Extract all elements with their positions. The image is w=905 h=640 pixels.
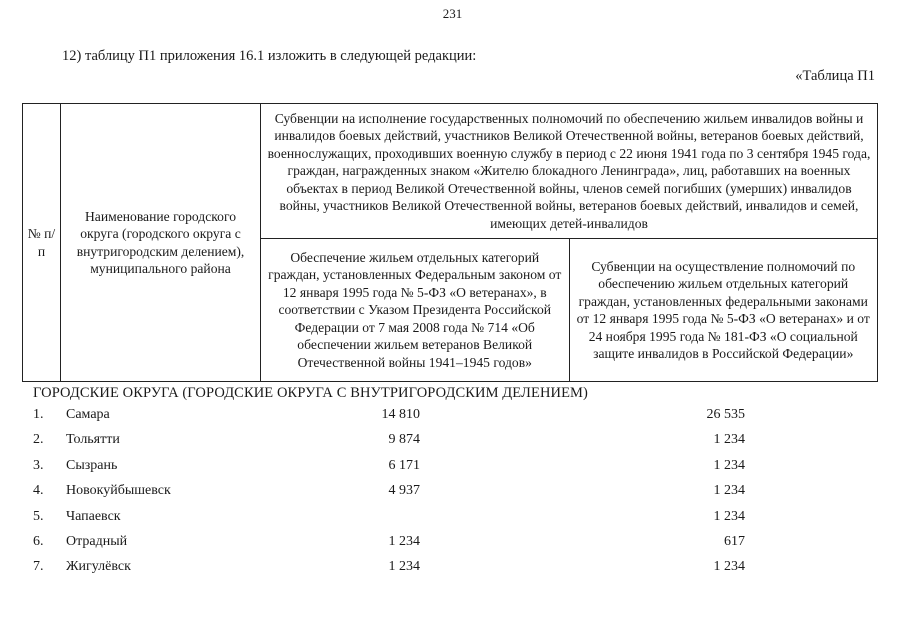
row-number: 3. — [33, 457, 44, 473]
row-value-1: 9 874 — [388, 432, 420, 448]
table-row — [0, 506, 905, 531]
table-row — [0, 531, 905, 556]
row-number: 6. — [33, 533, 44, 549]
row-value-2: 1 234 — [713, 508, 745, 524]
table-row — [0, 455, 905, 480]
row-value-1: 14 810 — [381, 407, 420, 422]
row-name: Новокуйбышевск — [66, 483, 171, 499]
row-number: 7. — [33, 559, 44, 575]
header-col-sub1: Обеспечение жильем отдельных категорий граждан, установленных Федеральным законом от 12 января 1995 года № 5-ФЗ «О ветеранах», в соответствии с Указом Президента Российской Федерации от 7 мая 2008 года № 714 «Об обеспечении жильем ветеранов Великой Отечественной войны 1941–1945 годов» — [261, 239, 570, 382]
header-col-sub2: Субвенции на осуществление полномочий по обеспечению жильем отдельных категорий граждан, установленных федеральными законами от 12 января 1995 года № 5-ФЗ «О ветеранах» и от 24 ноября 1995 года № 181-ФЗ «О социальной защите инвалидов в Российской Федерации» — [569, 239, 878, 382]
row-name: Отрадный — [66, 533, 128, 549]
table-row — [0, 480, 905, 505]
intro-text: 12) таблицу П1 приложения 16.1 изложить в следующей редакции: — [62, 48, 477, 64]
header-col-num: № п/п — [23, 104, 61, 382]
row-number: 1. — [33, 407, 44, 422]
page-number: 231 — [442, 6, 463, 21]
row-number: 2. — [33, 432, 44, 448]
table-header — [22, 103, 878, 382]
table-row — [0, 404, 905, 429]
header-col-group: Субвенции на исполнение государственных полномочий по обеспечению жильем инвалидов войны и инвалидов боевых действий, участников Великой Отечественной войны, ветеранов боевых действий, военнослужащих, проходивших военную службу в период с 22 июня 1941 года по 3 сентября 1945 года, граждан, награжденных знаком «Жителю блокадного Ленинграда», лиц, работавших на военных объектах в период Великой Отечественной войны, членов семей погибших (умерших) инвалидов войны, участников Великой Отечественной войны, ветеранов боевых действий, инвалидов и семей, имеющих детей-инвалидов — [261, 104, 878, 239]
header-col-name: Наименование городского округа (городского округа с внутригородским делением), муниципального района — [61, 104, 261, 382]
table-row — [0, 556, 905, 581]
row-number: 4. — [33, 483, 44, 499]
row-value-2: 1 234 — [713, 457, 745, 473]
row-value-2: 1 234 — [713, 559, 745, 575]
section-title: ГОРОДСКИЕ ОКРУГА (ГОРОДСКИЕ ОКРУГА С ВНУТРИГОРОДСКИМ ДЕЛЕНИЕМ) — [33, 385, 588, 401]
row-value-2: 1 234 — [713, 483, 745, 499]
row-value-1: 1 234 — [388, 559, 420, 575]
row-value-1: 6 171 — [388, 457, 420, 473]
row-name: Сызрань — [66, 457, 118, 473]
row-value-1: 4 937 — [388, 483, 420, 499]
row-value-2: 26 535 — [706, 407, 745, 422]
row-name: Жигулёвск — [66, 559, 131, 575]
table-body — [0, 404, 905, 582]
row-name: Тольятти — [66, 432, 120, 448]
row-number: 5. — [33, 508, 44, 524]
row-name: Чапаевск — [66, 508, 121, 524]
row-value-2: 617 — [724, 533, 745, 549]
table-label: «Таблица П1 — [795, 68, 875, 84]
row-value-2: 1 234 — [713, 432, 745, 448]
row-name: Самара — [66, 407, 110, 422]
table-row — [0, 429, 905, 454]
row-value-1: 1 234 — [388, 533, 420, 549]
